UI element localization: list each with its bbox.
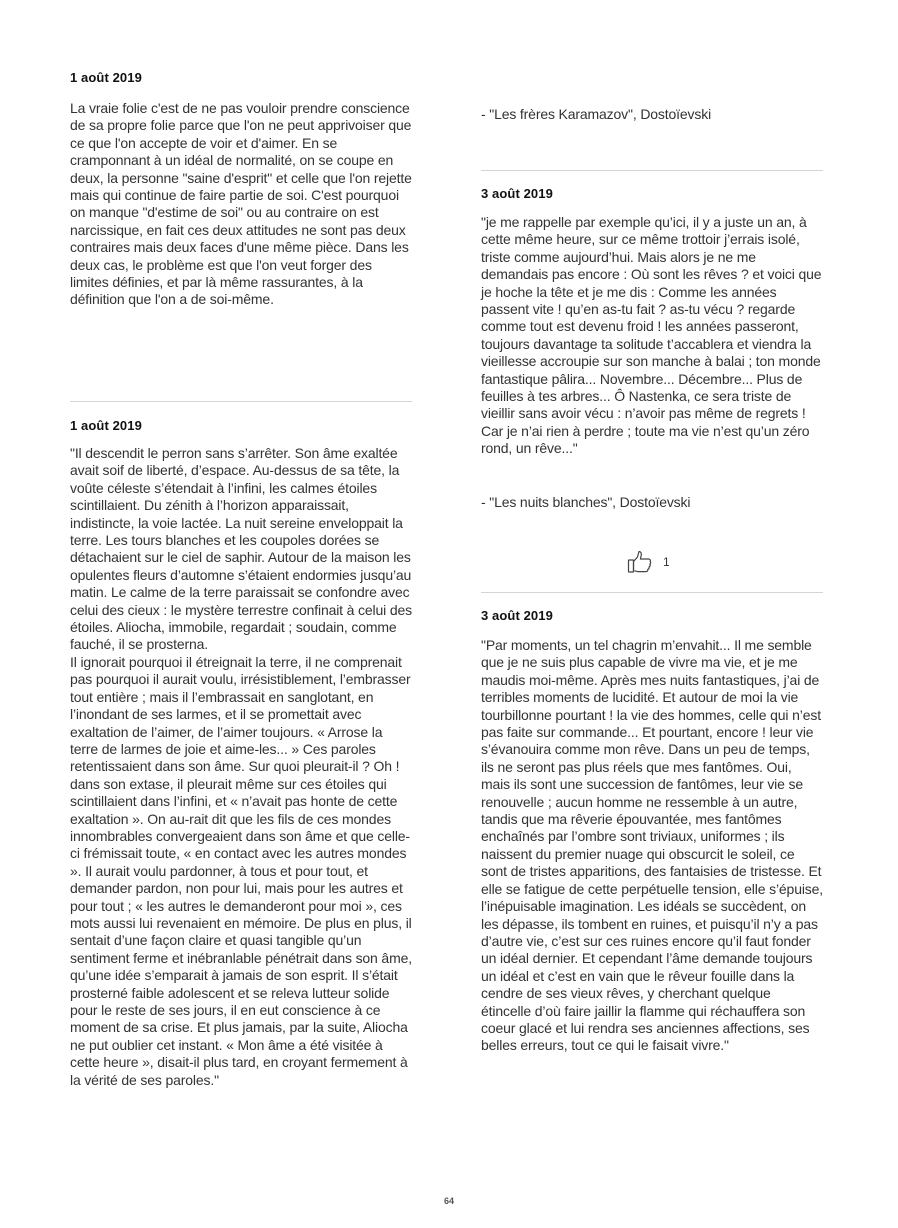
post-text: La vraie folie c'est de ne pas vouloir prendre conscience de sa propre folie parce que l'on ne peut apprivoiser que ce que l'on accepte de voir et d'aimer. En se cramponnant à un idéal de normalité, on se coupe en deux, la personne "saine d'esprit" et celle que l'on rejette mais qui continue de faire partie de soi. C'est pourquoi on manque "d'estime de soi" ou au contraire on est narcissique, en fait ces deux attitudes ne sont pas deux contraires mais deux faces d'une même pièce. Dans les deux cas, le problème est que l'on veut forger des limites définies, et par là même rassurantes, à la définition que l'on a de soi-même. (70, 100, 412, 308)
like-count: 1 (663, 555, 670, 569)
post-source: - "Les frères Karamazov", Dostoïevski (481, 106, 712, 122)
page-number: 64 (443, 1196, 454, 1206)
post-text: "Par moments, un tel chagrin m’envahit... Il me semble que je ne suis plus capable de vivre ma vie, et je me maudis moi-même. Après mes nuits fantastiques, j’ai de terribles moments de lucidité. Et autour de moi la vie tourbillonne pourtant ! la vie des hommes, celle qui n’est pas faite sur commande... Et pourtant, encore ! leur vie s’évanouira comme mon rêve. Dans un peu de temps, ils ne seront pas plus réels que mes fantômes. Oui, mais ils sont une succession de fantômes, leur vie se renouvelle ; aucun homme ne ressemble à un autre, tandis que ma rêverie épouvantée, mes fantômes enchaînés par l’ombre sont triviaux, uniformes ; ils naissent du premier nuage qui obscurcit le soleil, ce sont de tristes apparitions, des fantaisies de tristesse. Et elle se fatigue de cette perpétuelle tension, elle s’épuise, l’inépuisable imagination. Les idéals se succèdent, on les dépasse, ils tombent en ruines, et puisqu’il n’y a pas d’autre vie, c’est sur ces ruines encore qu’il faut fonder un idéal dernier. Et cependant l’âme demande toujours un idéal et c’est en vain que le rêveur fouille dans la cendre de ses vieux rêves, y cherchant quelque étincelle d’où faire jaillir la flamme qui réchauffera son coeur glacé et lui rendra ses anciennes affections, ses belles erreurs, tout ce qui le faisait vivre." (481, 637, 824, 1054)
post-separator (70, 401, 412, 402)
post-source: - "Les nuits blanches", Dostoïevski (481, 494, 691, 510)
post-text: "Il descendit le perron sans s’arrêter. Son âme exaltée avait soif de liberté, d’espace. Au-dessus de sa tête, la voûte céleste s’étendait à l’infini, les calmes étoiles scintillaient. Du zénith à l’horizon apparaissait, indistincte, la voie lactée. La nuit sereine enveloppait la terre. Les tours blanches et les coupoles dorées se détachaient sur le ciel de saphir. Autour de la maison les opulentes fleurs d’automne s’étaient endormies jusqu’au matin. Le calme de la terre paraissait se confondre avec celui des cieux : le mystère terrestre confinait à celui des étoiles. Aliocha, immobile, regardait ; soudain, comme fauché, il se prosterna. Il ignorait pourquoi il étreignait la terre, il ne comprenait pas pourquoi il aurait voulu, irrésistiblement, l’embrasser tout entière ; mais il l’embrassait en sanglotant, en l’inondant de ses larmes, et il se promettait avec exaltation de l’aimer, de l’aimer toujours. « Arrose la terre de larmes de joie et aime-les... » Ces paroles retentissaient dans son âme. Sur quoi pleurait-il ? Oh ! dans son extase, il pleurait même sur ces étoiles qui scintillaient dans l’infini, et « n’avait pas honte de cette exaltation ». On au-rait dit que les fils de ces mondes innombrables convergeaient dans son âme et que celle-ci frémissait toute, « en contact avec les autres mondes ». Il aurait voulu pardonner, à tous et pour tout, et demander pardon, non pour lui, mais pour les autres et pour tout ; « les autres le demanderont pour moi », ces mots aussi lui revenaient en mémoire. De plus en plus, il sentait d’une façon claire et quasi tangible qu’un sentiment ferme et inébranlable pénétrait dans son âme, qu’une idée s’emparait à jamais de son esprit. Il s’était prosterné faible adolescent et se releva lutteur solide pour le reste de ses jours, il en eut conscience à ce moment de sa crise. Et plus jamais, par la suite, Aliocha ne put oublier cet instant. « Mon âme a été visitée à cette heure », disait-il plus tard, en croyant fermement à la vérité de ses paroles." (70, 445, 412, 1088)
post-date: 3 août 2019 (481, 608, 553, 623)
thumbs-up-icon[interactable] (627, 549, 653, 575)
post-date: 1 août 2019 (70, 70, 142, 85)
post-separator (481, 170, 823, 171)
like-widget (627, 548, 670, 576)
post-text: "je me rappelle par exemple qu’ici, il y a juste un an, à cette même heure, sur ce même trottoir j’errais isolé, triste comme aujourd’hui. Mais alors je ne me demandais pas encore : Où sont les rêves ? et voici que je hoche la tête et je me dis : Comme les années passent vite ! qu’en as-tu fait ? as-tu vécu ? regarde comme tout est devenu froid ! les années passeront, toujours davantage ta solitude t’accablera et viendra la vieillesse accroupie sur son manche à balai ; ton monde fantastique pâlira... Novembre... Décembre... Plus de feuilles à tes arbres... Ô Nastenka, ce sera triste de vieillir sans avoir vécu : n’avoir pas même de regrets ! Car je n’ai rien à perdre ; toute ma vie n’est qu’un zéro rond, un rêve..." (481, 214, 822, 457)
post-date: 3 août 2019 (481, 186, 553, 201)
post-separator (481, 592, 823, 593)
post-date: 1 août 2019 (70, 418, 142, 433)
